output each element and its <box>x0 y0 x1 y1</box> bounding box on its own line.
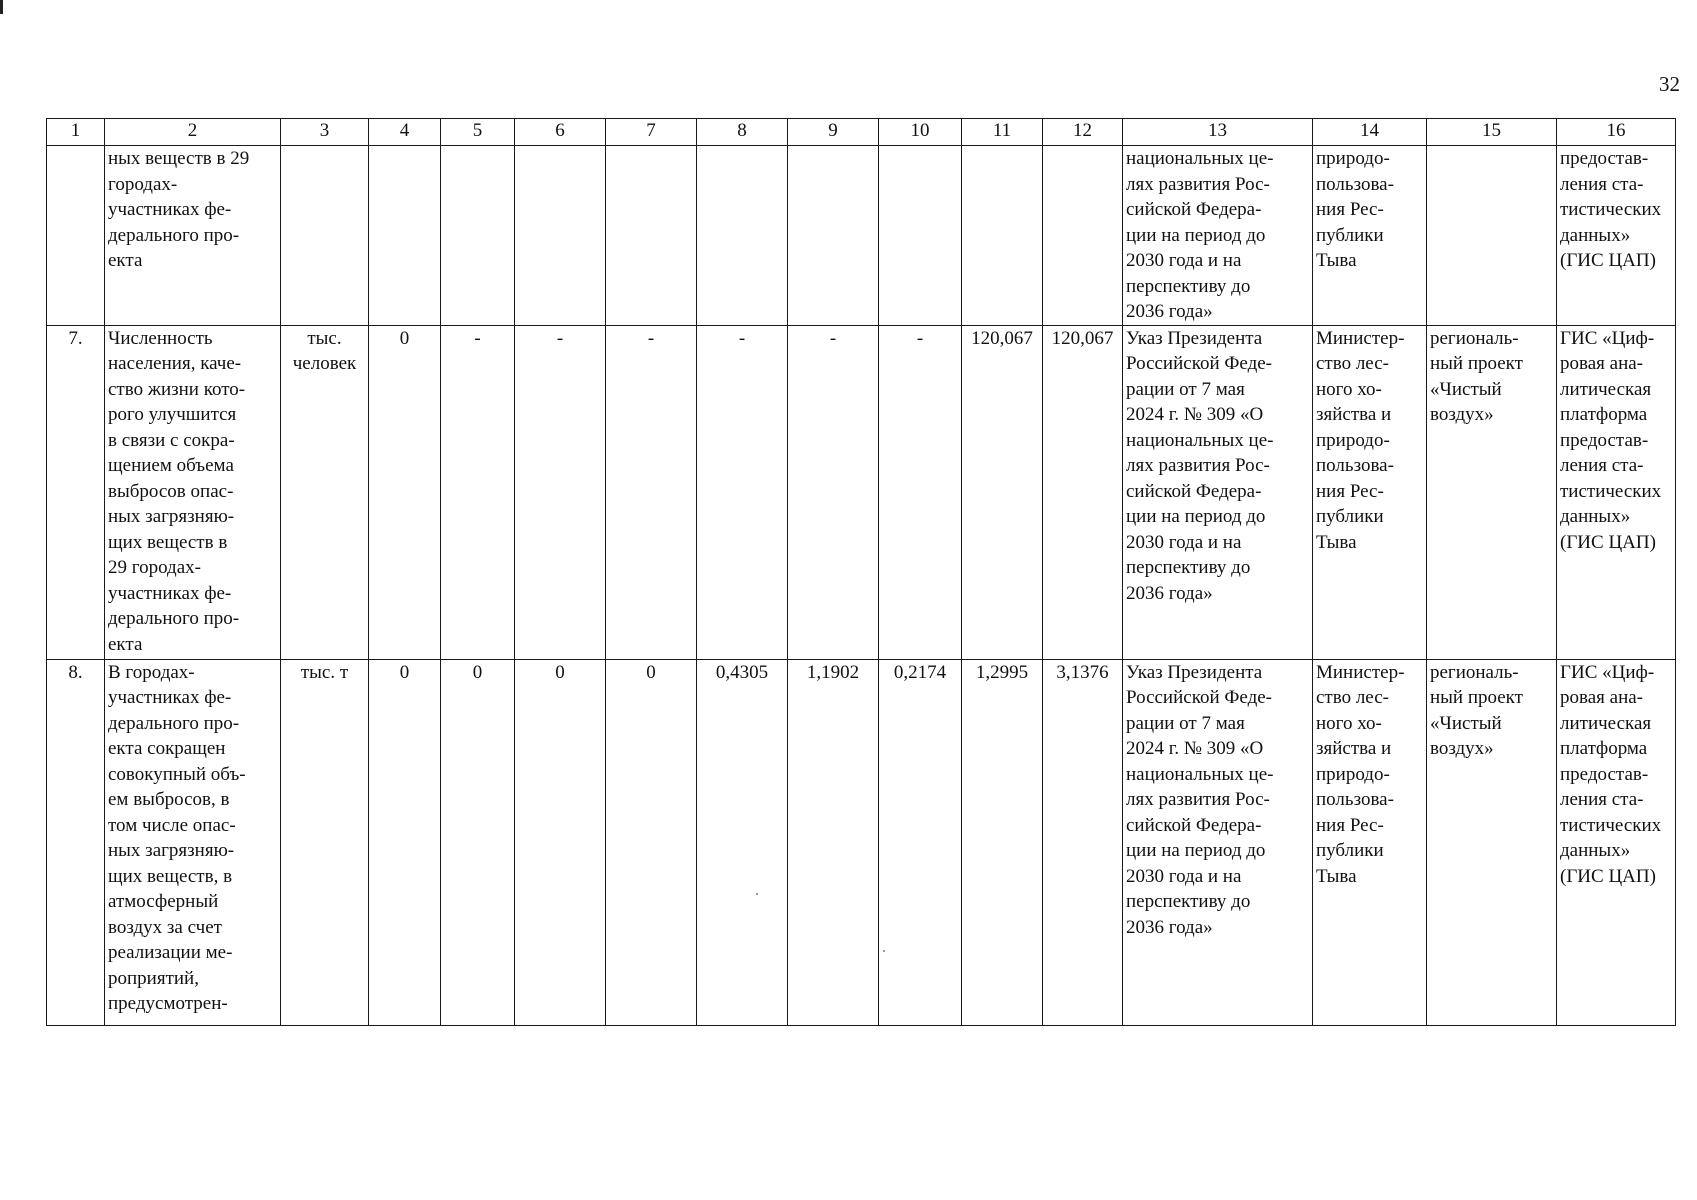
table-cell <box>962 325 1043 659</box>
cell-text-line: ления ста- <box>1560 455 1644 476</box>
cell-text-line: - <box>829 327 837 349</box>
cell-text-line: екта сокращен <box>108 738 226 759</box>
cell-text-line: «Чистый <box>1430 712 1502 734</box>
cell-text-line: 7. <box>68 327 83 349</box>
cell-text-line: Численность <box>108 327 213 349</box>
column-header: 10 <box>879 119 962 146</box>
table-cell <box>105 146 281 326</box>
cell-text-line: перспективу до <box>1126 275 1251 297</box>
table-cell <box>697 325 788 659</box>
header-row <box>47 119 1676 146</box>
table-cell <box>697 146 788 326</box>
cell-text-line: 0,4305 <box>715 661 769 683</box>
cell-text-line: публики <box>1316 840 1384 861</box>
cell-text-line: - <box>474 327 481 349</box>
cell-text-line: екта <box>108 250 143 271</box>
cell-text-line: пользова- <box>1316 789 1394 810</box>
table-cell <box>515 146 606 326</box>
table-cell <box>1123 325 1313 659</box>
table-cell <box>1557 325 1676 659</box>
cell-text-line: зяйства и <box>1316 738 1392 759</box>
cell-text-line: участниках фе- <box>108 582 232 604</box>
column-header: 3 <box>281 119 369 146</box>
scan-speck <box>756 893 758 895</box>
table-cell <box>1123 146 1313 326</box>
table-cell <box>1313 659 1427 1025</box>
cell-text-line: ГИС «Циф- <box>1560 661 1655 683</box>
cell-text-line: природо- <box>1316 148 1390 169</box>
cell-text-line: 29 городах- <box>108 557 201 578</box>
cell-text-line: литическая <box>1560 378 1652 400</box>
cell-text-line: тыс. <box>307 327 342 349</box>
cell-text-line: ровая ана- <box>1560 687 1644 708</box>
table-cell <box>962 659 1043 1025</box>
cell-text-line: (ГИС ЦАП) <box>1560 865 1656 887</box>
cell-text-line: природо- <box>1316 763 1390 785</box>
column-header: 12 <box>1043 119 1123 146</box>
column-header: 7 <box>606 119 697 146</box>
cell-text-line: ных загрязняю- <box>108 840 235 861</box>
cell-text-line: предостав- <box>1560 763 1649 785</box>
cell-text-line: ство лес- <box>1316 353 1389 374</box>
table-cell <box>105 659 281 1025</box>
table-cell <box>1427 659 1557 1025</box>
table-cell <box>369 659 441 1025</box>
table-row <box>47 325 1676 659</box>
table-row <box>47 146 1676 326</box>
cell-text-line: Тыва <box>1316 531 1357 553</box>
cell-text-line: - <box>738 327 746 349</box>
table-cell <box>441 659 515 1025</box>
cell-text-line: ровая ана- <box>1560 353 1644 374</box>
cell-text-line: лях развития Рос- <box>1126 789 1270 810</box>
cell-text-line: 0 <box>399 661 410 683</box>
cell-text-line: сийской Федера- <box>1126 814 1262 836</box>
table-cell <box>962 146 1043 326</box>
column-header: 9 <box>788 119 879 146</box>
cell-text-line: данных» <box>1560 224 1631 246</box>
table-cell <box>281 325 369 659</box>
cell-text-line: 2030 года и на <box>1126 250 1242 271</box>
table-cell <box>369 146 441 326</box>
cell-text-line: ем выбросов, в <box>108 789 230 810</box>
cell-text-line: публики <box>1316 224 1384 246</box>
cell-text-line: Российской Феде- <box>1126 687 1273 708</box>
cell-text-line: Российской Феде- <box>1126 353 1273 374</box>
cell-text-line: Тыва <box>1316 250 1357 271</box>
table-body <box>47 146 1676 1026</box>
cell-text-line: тыс. т <box>300 661 349 683</box>
table-cell <box>47 325 105 659</box>
cell-text-line: национальных це- <box>1126 763 1274 785</box>
cell-text-line: 3,1376 <box>1056 661 1109 683</box>
cell-text-line: - <box>556 327 564 349</box>
cell-text-line: лях развития Рос- <box>1126 455 1270 476</box>
cell-text-line: пользова- <box>1316 173 1394 195</box>
cell-text-line: предостав- <box>1560 429 1649 451</box>
table-cell <box>1427 325 1557 659</box>
scan-edge-mark <box>0 0 3 14</box>
cell-text-line: зяйства и <box>1316 404 1392 425</box>
cell-text-line: городах- <box>108 173 178 195</box>
cell-text-line: ции на период до <box>1126 506 1266 527</box>
cell-text-line: Указ Президента <box>1126 327 1263 349</box>
cell-text-line: рого улучшится <box>108 404 237 425</box>
table-cell <box>515 659 606 1025</box>
table-cell <box>1313 325 1427 659</box>
table-cell <box>105 325 281 659</box>
table-cell <box>1123 659 1313 1025</box>
cell-text-line: ных веществ в 29 <box>108 148 250 169</box>
cell-text-line: ного хо- <box>1316 378 1382 400</box>
table-cell <box>369 325 441 659</box>
cell-text-line: роприятий, <box>108 967 199 989</box>
cell-text-line: 2030 года и на <box>1126 531 1242 553</box>
cell-text-line: Тыва <box>1316 865 1357 887</box>
table-row <box>47 659 1676 1025</box>
cell-text-line: ции на период до <box>1126 224 1266 246</box>
table-cell <box>1427 146 1557 326</box>
table-cell <box>606 659 697 1025</box>
cell-text-line: дерального про- <box>108 712 240 734</box>
table-cell <box>1043 659 1123 1025</box>
indicators-table <box>46 118 1676 1026</box>
column-header: 6 <box>515 119 606 146</box>
cell-text-line: Указ Президента <box>1126 661 1263 683</box>
column-header: 16 <box>1557 119 1676 146</box>
cell-text-line: тистических <box>1560 814 1662 836</box>
cell-text-line: (ГИС ЦАП) <box>1560 250 1656 271</box>
cell-text-line: 0 <box>555 661 565 683</box>
cell-text-line: в связи с сокра- <box>108 429 235 451</box>
cell-text-line: сийской Федера- <box>1126 199 1262 220</box>
cell-text-line: ный проект <box>1430 687 1523 708</box>
cell-text-line: 0 <box>472 661 483 683</box>
cell-text-line: перспективу до <box>1126 557 1251 578</box>
cell-text-line: щением объема <box>108 455 234 476</box>
cell-text-line: ный проект <box>1430 353 1523 374</box>
cell-text-line: участниках фе- <box>108 199 232 220</box>
cell-text-line: ство лес- <box>1316 687 1389 708</box>
cell-text-line: - <box>916 327 924 349</box>
table-cell <box>879 659 962 1025</box>
cell-text-line: 2036 года» <box>1126 301 1213 322</box>
table-cell <box>788 146 879 326</box>
cell-text-line: ления ста- <box>1560 173 1644 195</box>
cell-text-line: 8. <box>68 661 83 683</box>
column-header: 13 <box>1123 119 1313 146</box>
cell-text-line: пользова- <box>1316 455 1394 476</box>
table-cell <box>1043 325 1123 659</box>
cell-text-line: воздух» <box>1430 404 1494 425</box>
column-header: 8 <box>697 119 788 146</box>
cell-text-line: 0 <box>646 661 656 683</box>
cell-text-line: 0,2174 <box>893 661 947 683</box>
cell-text-line: платформа <box>1560 404 1648 425</box>
cell-text-line: лях развития Рос- <box>1126 173 1270 195</box>
column-header: 4 <box>369 119 441 146</box>
cell-text-line: рации от 7 мая <box>1126 712 1245 734</box>
cell-text-line: ГИС «Циф- <box>1560 327 1655 349</box>
table-cell <box>1043 146 1123 326</box>
cell-text-line: 1,2995 <box>975 661 1029 683</box>
scan-speck <box>883 950 885 952</box>
table-cell <box>606 146 697 326</box>
cell-text-line: 2024 г. № 309 «О <box>1126 738 1264 759</box>
cell-text-line: щих веществ, в <box>108 865 233 887</box>
cell-text-line: 2036 года» <box>1126 916 1213 938</box>
cell-text-line: сийской Федера- <box>1126 480 1262 502</box>
column-header: 11 <box>962 119 1043 146</box>
cell-text-line: региональ- <box>1430 327 1519 349</box>
cell-text-line: населения, каче- <box>108 353 242 374</box>
cell-text-line: дерального про- <box>108 608 240 629</box>
cell-text-line: тистических <box>1560 480 1662 502</box>
cell-text-line: 0 <box>399 327 410 349</box>
cell-text-line: ния Рес- <box>1316 814 1384 836</box>
table-cell <box>788 325 879 659</box>
table-header <box>47 119 1676 146</box>
table-cell <box>879 146 962 326</box>
cell-text-line: литическая <box>1560 712 1652 734</box>
cell-text-line: 2036 года» <box>1126 582 1213 604</box>
cell-text-line: перспективу до <box>1126 891 1251 912</box>
table-cell <box>281 659 369 1025</box>
cell-text-line: предостав- <box>1560 148 1649 169</box>
cell-text-line: данных» <box>1560 506 1631 527</box>
table-cell <box>1313 146 1427 326</box>
cell-text-line: 120,067 <box>971 327 1033 349</box>
page-number: 32 <box>1659 72 1680 96</box>
cell-text-line: предусмотрен- <box>108 993 228 1014</box>
cell-text-line: ления ста- <box>1560 789 1644 810</box>
cell-text-line: публики <box>1316 506 1384 527</box>
cell-text-line: тистических <box>1560 199 1662 220</box>
cell-text-line: екта <box>108 633 143 655</box>
table-cell <box>281 146 369 326</box>
cell-text-line: Министер- <box>1316 661 1405 683</box>
table-cell <box>1557 659 1676 1025</box>
cell-text-line: ных загрязняю- <box>108 506 235 527</box>
table-cell <box>441 325 515 659</box>
table-cell <box>441 146 515 326</box>
table-cell <box>515 325 606 659</box>
cell-text-line: воздух» <box>1430 738 1494 759</box>
cell-text-line: - <box>647 327 655 349</box>
cell-text-line: реализации ме- <box>108 942 233 963</box>
cell-text-line: совокупный объ- <box>108 763 246 785</box>
table-cell <box>697 659 788 1025</box>
cell-text-line: рации от 7 мая <box>1126 378 1245 400</box>
cell-text-line: 2024 г. № 309 «О <box>1126 404 1264 425</box>
cell-text-line: ного хо- <box>1316 712 1382 734</box>
cell-text-line: щих веществ в <box>108 531 228 553</box>
cell-text-line: выбросов опас- <box>108 480 234 502</box>
cell-text-line: воздух за счет <box>108 916 222 938</box>
cell-text-line: данных» <box>1560 840 1631 861</box>
cell-text-line: человек <box>292 353 357 374</box>
cell-text-line: 120,067 <box>1051 327 1114 349</box>
table-cell <box>606 325 697 659</box>
table-cell <box>47 146 105 326</box>
table-cell <box>47 659 105 1025</box>
cell-text-line: участниках фе- <box>108 687 232 708</box>
table-cell <box>1557 146 1676 326</box>
cell-text-line: ния Рес- <box>1316 480 1384 502</box>
column-header: 1 <box>47 119 105 146</box>
column-header: 5 <box>441 119 515 146</box>
cell-text-line: ство жизни кото- <box>108 378 246 400</box>
column-header: 2 <box>105 119 281 146</box>
cell-text-line: Министер- <box>1316 327 1405 349</box>
cell-text-line: атмосферный <box>108 891 219 912</box>
table-cell <box>879 325 962 659</box>
cell-text-line: платформа <box>1560 738 1648 759</box>
cell-text-line: дерального про- <box>108 224 240 246</box>
cell-text-line: национальных це- <box>1126 429 1274 451</box>
cell-text-line: том числе опас- <box>108 814 236 836</box>
column-header: 15 <box>1427 119 1557 146</box>
cell-text-line: региональ- <box>1430 661 1519 683</box>
cell-text-line: (ГИС ЦАП) <box>1560 531 1656 553</box>
cell-text-line: национальных це- <box>1126 148 1274 169</box>
cell-text-line: природо- <box>1316 429 1390 451</box>
cell-text-line: 1,1902 <box>806 661 860 683</box>
cell-text-line: 2030 года и на <box>1126 865 1242 887</box>
table-cell <box>788 659 879 1025</box>
column-header: 14 <box>1313 119 1427 146</box>
cell-text-line: ния Рес- <box>1316 199 1384 220</box>
cell-text-line: «Чистый <box>1430 378 1502 400</box>
cell-text-line: В городах- <box>108 661 195 683</box>
cell-text-line: ции на период до <box>1126 840 1266 861</box>
